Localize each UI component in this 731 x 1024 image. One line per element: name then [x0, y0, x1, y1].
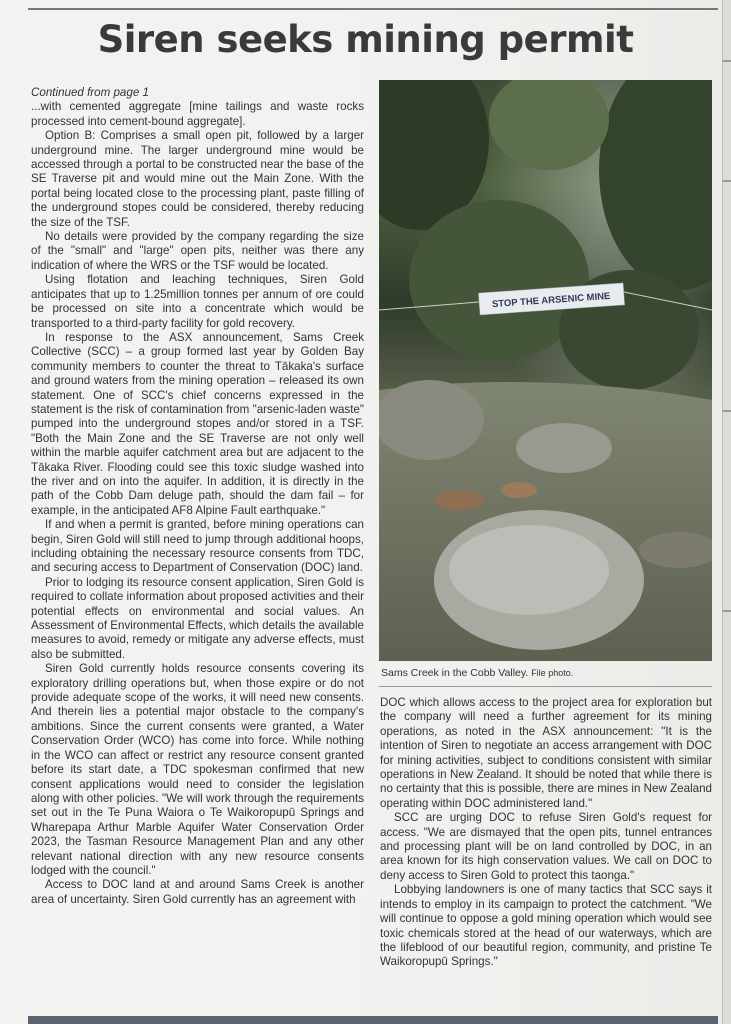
article-paragraph: SCC are urging DOC to refuse Siren Gold's request for access. "We are dismayed that the open pits, tunnel entrances and processing plant will be on land controlled by DOC, in an area known for its high conservation values. We call on DOC to deny access to Siren Gold to protect this taonga." [380, 811, 712, 882]
article-paragraph: ...with cemented aggregate [mine tailings and waste rocks processed into cement-bound aggregate]. [31, 100, 364, 128]
article-paragraph: DOC which allows access to the project area for exploration but the company will need a further agreement for its mining operations, as noted in the ASX announcement: "It is the intention of Siren to negotiate an access arrangement with DOC for mining activities, subject to conditions consistent with similar operations in New Zealand. It should be noted that while there is no certainty that this is possible, there are mines in New Zealand operating within DOC administered land." [380, 696, 712, 810]
bottom-photo-edge [28, 1016, 718, 1024]
article-column-right [380, 696, 712, 970]
caption-credit: File photo. [531, 668, 574, 678]
banner-text: STOP THE ARSENIC MINE [491, 290, 611, 311]
article-paragraph: Prior to lodging its resource consent application, Siren Gold is required to collate information about proposed activities and their potential effects on environmental and social values. An Assessment of Environmental Effects, which details the available measures to avoid, remedy or mitigate any adverse effects, must also be submitted. [31, 575, 364, 661]
caption-rule [379, 686, 712, 687]
article-paragraph: In response to the ASX announcement, Sams Creek Collective (SCC) – a group formed last year by Golden Bay community members to counter the threat to Tākaka's surface and ground waters from the mining operation – released its own statement. One of SCC's chief concerns expressed in the statement is the risk of contamination from "arsenic-laden waste" pumped into the underground stopes and/or stored in a TSF. "Both the Main Zone and the SE Traverse are not only well within the marble aquifer catchment area but are adjacent to the Tākaka River. Flooding could see this toxic sludge washed into the river and on into the aquifer. In addition, it is directly in the path of the Cobb Dam deluge path, should the dam fail – for example, in the anticipated AF8 Alpine Fault earthquake." [31, 330, 364, 517]
article-paragraph: Access to DOC land at and around Sams Creek is another area of uncertainty. Siren Gold currently has an agreement with [31, 878, 364, 906]
article-paragraph: No details were provided by the company regarding the size of the "small" and "large" open pits, neither was there any indication of where the WRS or the TSF would be located. [31, 230, 364, 272]
caption-text: Sams Creek in the Cobb Valley. [381, 667, 529, 679]
adjacent-page-edge [722, 0, 731, 1024]
headline: Siren seeks mining permit [97, 18, 634, 61]
article-paragraph: If and when a permit is granted, before mining operations can begin, Siren Gold will still need to jump through additional hoops, including obtaining the necessary resource consents from TDC, and securing access to Department of Conservation (DOC) land. [31, 518, 364, 575]
article-paragraph: Siren Gold currently holds resource consents covering its exploratory drilling operations but, when those expire or do not provide adequate scope of the works, it will need new consents. And therein lies a potential major obstacle to the company's ambitions. Since the current consents were granted, a Water Conservation Order (WCO) has come into force. While nothing in the WCO can affect or restrict any resource consent granted before its start date, a TDC spokesman confirmed that new consent applications would need to consider the legislation along with other policies. "We will work through the requirements set out in the Te Puna Waiora o Te Waikoropupū Springs and Wharepapa Arthur Marble Aquifer Water Conservation Order 2023, the Tasman Resource Management Plan and any other relevant national direction with any new resource consents lodged with the council." [31, 662, 364, 877]
top-rule [28, 8, 718, 10]
article-paragraph: Option B: Comprises a small open pit, followed by a larger underground mine. The larger underground mine would be accessed through a portal to be constructed near the base of the SE Traverse pit and would mine out the Main Zone. With the portal being located close to the processing plant, paste filling of the underground stopes could be considered, thereby reducing the size of the TSF. [31, 129, 364, 229]
article-paragraph: Lobbying landowners is one of many tactics that SCC says it intends to employ in its campaign to protect the catchment. "We will continue to oppose a gold mining operation which would see toxic chemicals stored at the head of our waterways, which are the lifeblood of our beautiful region, community, and pristine Te Waikoropupū Springs." [380, 883, 712, 969]
article-paragraph: Using flotation and leaching techniques, Siren Gold anticipates that up to 1.25million tonnes per annum of ore could be processed on site into a concentrate which would be transported to a third-party facility for gold recovery. [31, 273, 364, 330]
article-column-left [31, 86, 364, 907]
continued-note: Continued from page 1 [31, 86, 149, 99]
photo-caption [381, 667, 573, 679]
creek-photo-illustration [379, 80, 712, 661]
creek-photo [379, 80, 712, 661]
